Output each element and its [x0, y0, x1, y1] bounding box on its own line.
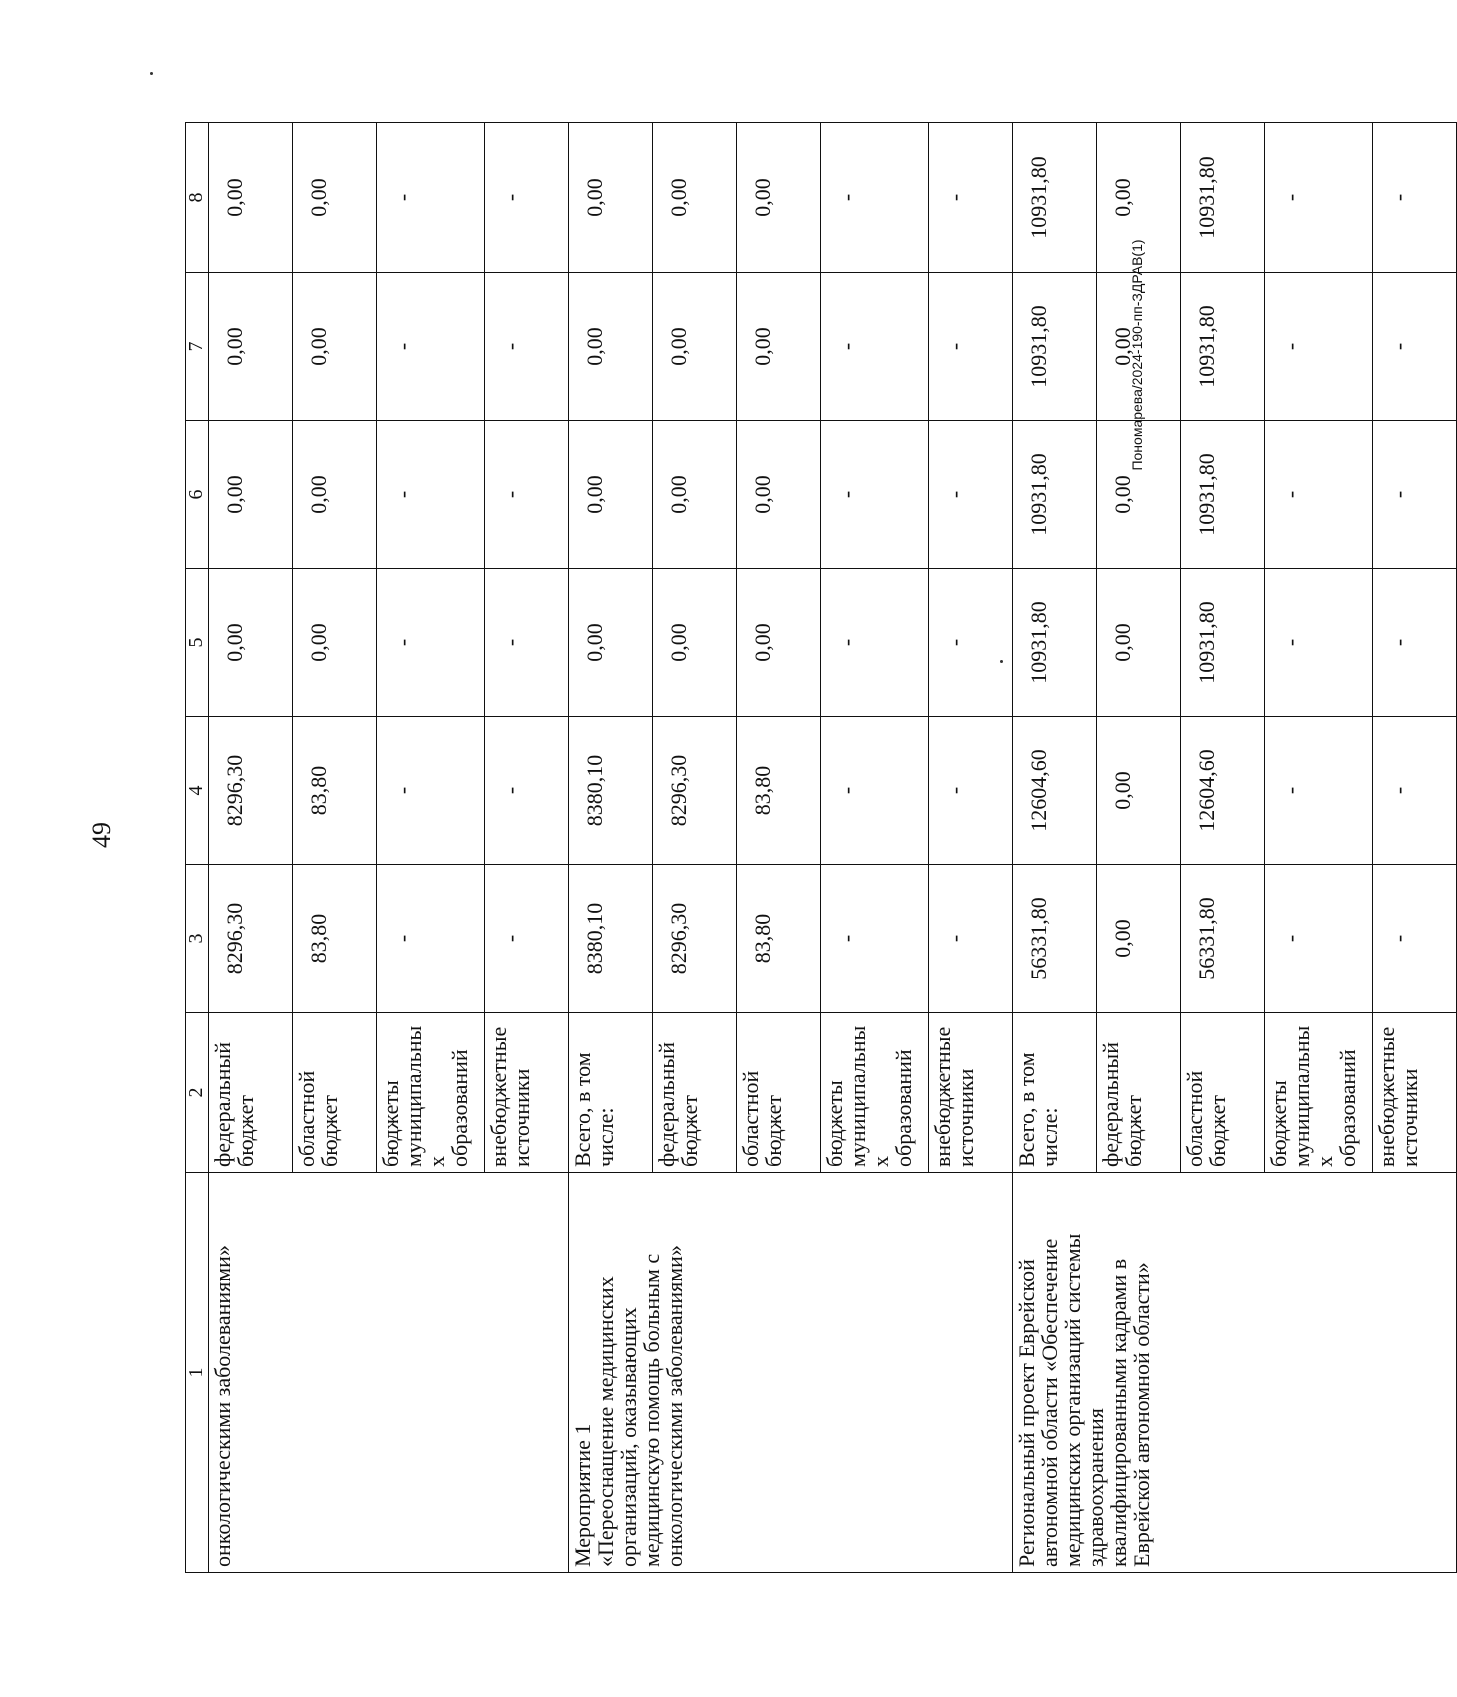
- funding-source-line: источники: [1397, 1068, 1423, 1167]
- description-cell: [1013, 1173, 1457, 1573]
- value-cell: 8380,10: [569, 717, 653, 865]
- description-line: «Переоснащение медицинских: [593, 1276, 619, 1567]
- column-header-1: 1: [186, 1173, 209, 1573]
- funding-source-cell: [1013, 1013, 1097, 1173]
- column-header-6: 6: [186, 421, 209, 569]
- table-row: [569, 123, 653, 1573]
- value-cell: -: [485, 717, 569, 865]
- funding-source-line: федеральный: [1098, 1042, 1123, 1167]
- value-cell: 0,00: [1097, 717, 1181, 865]
- funding-source-line: федеральный: [654, 1042, 679, 1167]
- column-header-2: 2: [186, 1013, 209, 1173]
- value-cell: 0,00: [569, 273, 653, 421]
- value-cell: 0,00: [293, 123, 377, 273]
- funding-source-cell: [293, 1013, 377, 1173]
- value-cell: 56331,80: [1181, 865, 1265, 1013]
- value-cell: 10931,80: [1181, 273, 1265, 421]
- value-cell: 0,00: [1097, 123, 1181, 273]
- value-cell: 8296,30: [653, 865, 737, 1013]
- value-cell: -: [485, 123, 569, 273]
- value-cell: 8296,30: [209, 865, 293, 1013]
- description-cell: [209, 1173, 569, 1573]
- value-cell: 0,00: [737, 273, 821, 421]
- funding-source-cell: [653, 1013, 737, 1173]
- funding-source-line: образований: [447, 1049, 473, 1167]
- rotated-table-container: [185, 123, 1423, 1573]
- value-cell: -: [377, 123, 485, 273]
- column-header-8: 8: [186, 123, 209, 273]
- value-cell: -: [1265, 569, 1373, 717]
- value-cell: -: [1373, 865, 1457, 1013]
- value-cell: 0,00: [293, 421, 377, 569]
- value-cell: -: [821, 421, 929, 569]
- value-cell: 0,00: [569, 123, 653, 273]
- funding-source-line: областной: [738, 1070, 763, 1167]
- funding-source-line: областной: [294, 1070, 319, 1167]
- value-cell: 0,00: [1097, 421, 1181, 569]
- value-cell: -: [377, 273, 485, 421]
- column-header-5: 5: [186, 569, 209, 717]
- funding-source-cell: [1181, 1013, 1265, 1173]
- value-cell: -: [929, 569, 1013, 717]
- value-cell: -: [485, 569, 569, 717]
- value-cell: -: [929, 123, 1013, 273]
- funding-source-line: источники: [953, 1068, 979, 1167]
- description-line: Региональный проект Еврейской: [1014, 1259, 1039, 1567]
- funding-source-line: числе:: [1037, 1107, 1063, 1167]
- value-cell: -: [485, 865, 569, 1013]
- value-cell: 12604,60: [1181, 717, 1265, 865]
- funding-source-line: муниципальных: [401, 1025, 450, 1167]
- value-cell: -: [377, 569, 485, 717]
- value-cell: -: [377, 421, 485, 569]
- value-cell: 83,80: [737, 717, 821, 865]
- value-cell: 8296,30: [209, 717, 293, 865]
- funding-source-line: внебюджетные: [1374, 1026, 1399, 1167]
- column-header-3: 3: [186, 865, 209, 1013]
- funding-source-line: источники: [509, 1068, 535, 1167]
- description-line: квалифицированными кадрами в: [1106, 1258, 1132, 1567]
- value-cell: -: [1265, 421, 1373, 569]
- funding-source-line: образований: [1335, 1049, 1361, 1167]
- value-cell: -: [1265, 123, 1373, 273]
- description-line: онкологическими заболеваниями»: [210, 1245, 235, 1567]
- funding-source-cell: [737, 1013, 821, 1173]
- value-cell: 0,00: [569, 421, 653, 569]
- funding-source-line: бюджет: [677, 1095, 703, 1167]
- description-line: Мероприятие 1: [570, 1423, 595, 1567]
- value-cell: 10931,80: [1181, 421, 1265, 569]
- value-cell: 0,00: [653, 123, 737, 273]
- funding-source-line: бюджет: [1121, 1095, 1147, 1167]
- document-code: Пономарева/2024-190-пп-ЗДРАВ(1): [1129, 239, 1145, 471]
- funding-source-line: бюджет: [317, 1095, 343, 1167]
- description-line: автономной области «Обеспечение: [1037, 1238, 1063, 1567]
- value-cell: -: [929, 717, 1013, 865]
- value-cell: -: [821, 569, 929, 717]
- value-cell: 10931,80: [1013, 123, 1097, 273]
- value-cell: 0,00: [737, 569, 821, 717]
- funding-source-line: бюджет: [1205, 1095, 1231, 1167]
- value-cell: 0,00: [653, 569, 737, 717]
- table-row: [1013, 123, 1097, 1573]
- value-cell: -: [1265, 273, 1373, 421]
- value-cell: 0,00: [569, 569, 653, 717]
- value-cell: -: [1373, 717, 1457, 865]
- value-cell: 0,00: [1097, 569, 1181, 717]
- value-cell: 0,00: [1097, 273, 1181, 421]
- value-cell: 0,00: [293, 273, 377, 421]
- value-cell: -: [377, 865, 485, 1013]
- funding-source-cell: [929, 1013, 1013, 1173]
- value-cell: 10931,80: [1013, 421, 1097, 569]
- value-cell: 56331,80: [1013, 865, 1097, 1013]
- value-cell: 0,00: [209, 273, 293, 421]
- funding-source-line: бюджеты: [1266, 1080, 1291, 1167]
- column-header-7: 7: [186, 273, 209, 421]
- value-cell: -: [1373, 569, 1457, 717]
- funding-source-cell: [1265, 1013, 1373, 1173]
- funding-source-cell: [569, 1013, 653, 1173]
- value-cell: -: [485, 273, 569, 421]
- value-cell: -: [1373, 273, 1457, 421]
- value-cell: -: [1373, 421, 1457, 569]
- description-line: организаций, оказывающих: [616, 1307, 642, 1567]
- value-cell: 8296,30: [653, 717, 737, 865]
- funding-source-line: Всего, в том: [570, 1052, 595, 1167]
- table-row: [209, 123, 293, 1573]
- description-line: медицинских организаций системы: [1060, 1233, 1086, 1567]
- value-cell: 10931,80: [1181, 569, 1265, 717]
- funding-source-cell: [1097, 1013, 1181, 1173]
- table-header-row: [186, 123, 209, 1573]
- funding-source-cell: [485, 1013, 569, 1173]
- scan-speck: [150, 72, 153, 75]
- funding-source-cell: [1373, 1013, 1457, 1173]
- description-cell: [569, 1173, 1013, 1573]
- description-line: онкологическими заболеваниями»: [662, 1245, 688, 1567]
- value-cell: 10931,80: [1013, 273, 1097, 421]
- value-cell: -: [1265, 717, 1373, 865]
- funding-source-cell: [209, 1013, 293, 1173]
- value-cell: -: [1265, 865, 1373, 1013]
- value-cell: -: [1373, 123, 1457, 273]
- value-cell: -: [485, 421, 569, 569]
- funding-source-line: внебюджетные: [486, 1026, 511, 1167]
- value-cell: 0,00: [653, 421, 737, 569]
- value-cell: -: [821, 717, 929, 865]
- value-cell: 10931,80: [1181, 123, 1265, 273]
- funding-source-line: муниципальных: [1289, 1025, 1338, 1167]
- value-cell: 0,00: [653, 273, 737, 421]
- funding-source-cell: [821, 1013, 929, 1173]
- value-cell: -: [929, 273, 1013, 421]
- funding-source-line: числе:: [593, 1107, 619, 1167]
- value-cell: -: [929, 865, 1013, 1013]
- description-line: медицинскую помощь больным с: [639, 1253, 665, 1567]
- funding-source-cell: [377, 1013, 485, 1173]
- column-header-4: 4: [186, 717, 209, 865]
- value-cell: -: [821, 273, 929, 421]
- value-cell: 0,00: [293, 569, 377, 717]
- funding-source-line: бюджет: [233, 1095, 259, 1167]
- funding-source-line: бюджеты: [822, 1080, 847, 1167]
- value-cell: 0,00: [737, 123, 821, 273]
- value-cell: -: [377, 717, 485, 865]
- funding-source-line: бюджеты: [378, 1080, 403, 1167]
- funding-source-line: бюджет: [761, 1095, 787, 1167]
- description-line: Еврейской автономной области»: [1129, 1262, 1155, 1567]
- value-cell: 0,00: [737, 421, 821, 569]
- description-line: здравоохранения: [1083, 1408, 1109, 1567]
- value-cell: 10931,80: [1013, 569, 1097, 717]
- value-cell: 0,00: [1097, 865, 1181, 1013]
- funding-source-line: внебюджетные: [930, 1026, 955, 1167]
- funding-source-line: областной: [1182, 1070, 1207, 1167]
- funding-source-line: федеральный: [210, 1042, 235, 1167]
- budget-table: [185, 122, 1457, 1573]
- value-cell: 83,80: [293, 865, 377, 1013]
- value-cell: 0,00: [209, 569, 293, 717]
- value-cell: 8380,10: [569, 865, 653, 1013]
- value-cell: -: [821, 865, 929, 1013]
- value-cell: 83,80: [293, 717, 377, 865]
- page-number: 49: [87, 822, 116, 848]
- funding-source-line: муниципальных: [845, 1025, 894, 1167]
- value-cell: 0,00: [209, 123, 293, 273]
- value-cell: -: [821, 123, 929, 273]
- funding-source-line: образований: [891, 1049, 917, 1167]
- value-cell: -: [929, 421, 1013, 569]
- value-cell: 12604,60: [1013, 717, 1097, 865]
- funding-source-line: Всего, в том: [1014, 1052, 1039, 1167]
- value-cell: 83,80: [737, 865, 821, 1013]
- value-cell: 0,00: [209, 421, 293, 569]
